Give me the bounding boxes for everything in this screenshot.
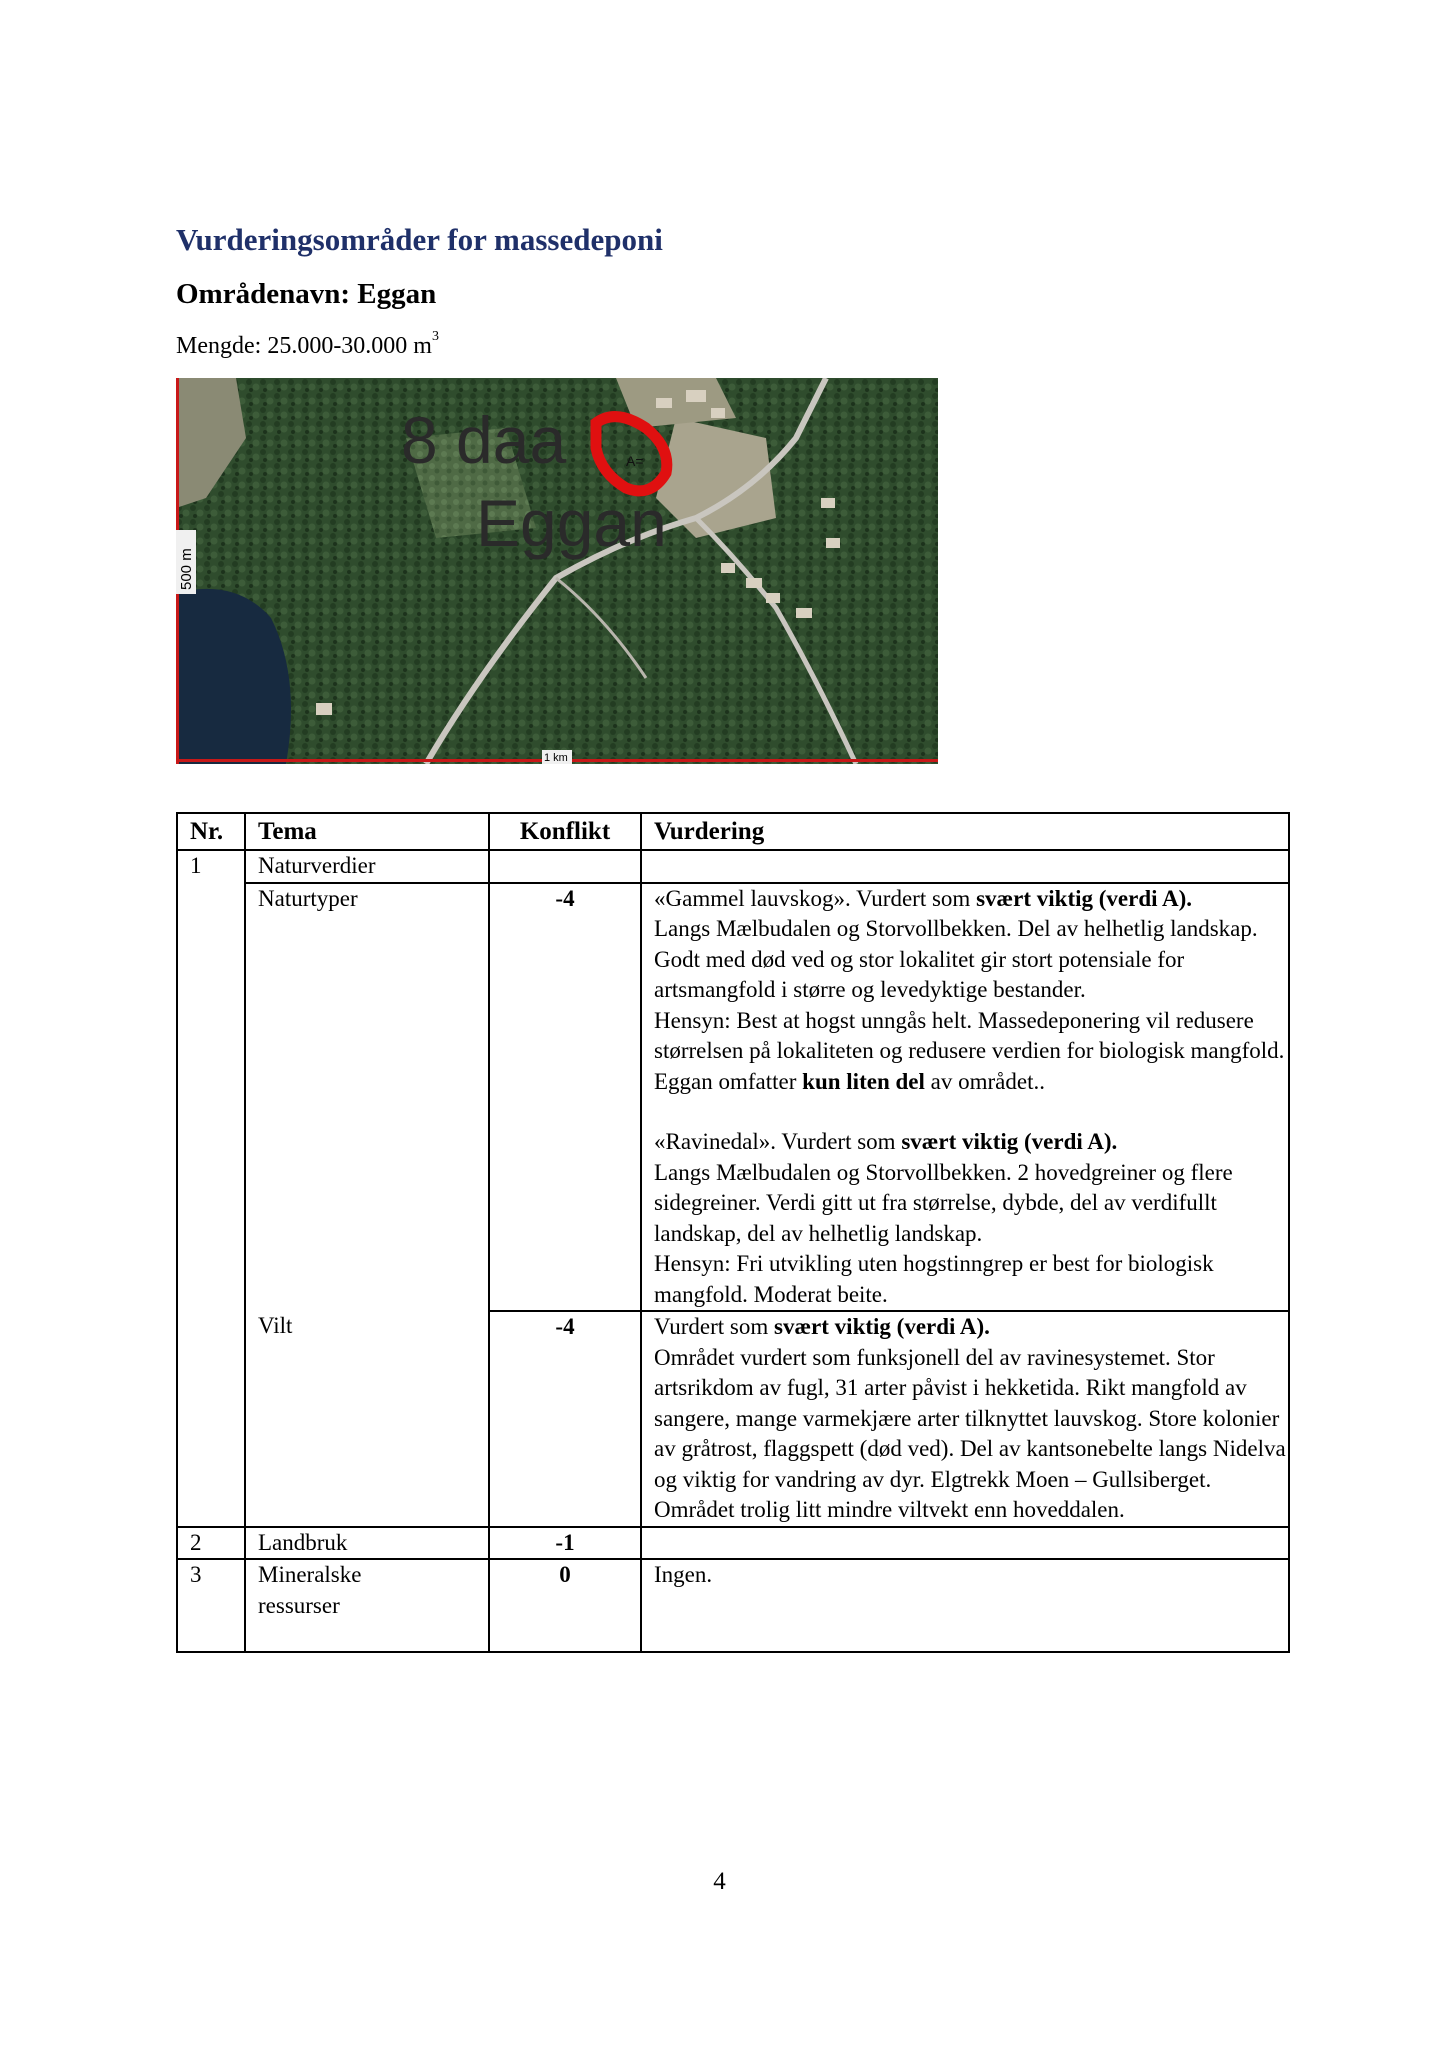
row-tema: Naturtyper xyxy=(245,883,489,1312)
row-vurdering: Vurdert som svært viktig (verdi A). Området vurdert som funksjonell del av ravinesystemet. Stor artsrikdom av fugl, 31 arter påvist i hekketida. Rikt mangfold av sangere, mange varmekjære arter tilknyttet lauvskog. Store kolonier av gråtrost, flaggspett (død ved). Del av kantsonebelte langs Nidelva og viktig for vandring av dyr. Elgtrekk Moen – Gullsiberget. Området trolig litt mindre viltvekt enn hoveddalen. xyxy=(641,1311,1289,1527)
table-row xyxy=(177,1527,1289,1560)
row-vurdering: «Gammel lauvskog». Vurdert som svært viktig (verdi A). Langs Mælbudalen og Storvollbekken. Del av helhetlig landskap. Godt med død ved og stor lokalitet gir stort potensiale for artsmangfold i større og levedyktige bestander. Hensyn: Best at hogst unngås helt. Massedeponering vil redusere størrelsen på lokaliteten og redusere verdien for biologisk mangfold. Eggan omfatter kun liten del av området.. «Ravinedal». Vurdert som svært viktig (verdi A). Langs Mælbudalen og Storvollbekken. 2 hovedgreiner og flere sidegreiner. Verdi gitt ut fra størrelse, dybde, del av verdifullt landskap, del av helhetlig landskap. Hensyn: Fri utvikling uten hogstinngrep er best for biologisk mangfold. Moderat beite. xyxy=(641,883,1289,1312)
table-row xyxy=(177,850,1289,883)
amount-label: Mengde: 25.000-30.000 m xyxy=(176,333,432,359)
row-tema: Mineralske ressurser xyxy=(245,1559,489,1652)
row-nr: 2 xyxy=(177,1527,245,1560)
table-row xyxy=(177,1311,1289,1527)
row-konflikt: -4 xyxy=(489,883,641,1312)
page-number: 4 xyxy=(713,1868,726,1895)
assessment-table xyxy=(176,812,1290,1653)
row-konflikt: -1 xyxy=(489,1527,641,1560)
row-konflikt: 0 xyxy=(489,1559,641,1652)
amount-exponent: 3 xyxy=(431,329,439,344)
header-vurdering: Vurdering xyxy=(641,813,1289,850)
aerial-map xyxy=(176,378,938,764)
map-label-size: 8 daa xyxy=(401,403,567,477)
amount xyxy=(176,329,439,360)
header-konflikt: Konflikt xyxy=(489,813,641,850)
row-konflikt: -4 xyxy=(489,1311,641,1527)
row-tema: Naturverdier xyxy=(245,850,489,883)
row-tema: Landbruk xyxy=(245,1527,489,1560)
table-header-row xyxy=(177,813,1289,850)
header-tema: Tema xyxy=(245,813,489,850)
section-heading: Vurderingsområder for massedeponi xyxy=(176,222,663,257)
table-row xyxy=(177,883,1289,1312)
map-marker-text: A= xyxy=(626,453,644,469)
map-scale-vertical: 500 m xyxy=(178,548,195,590)
row-nr: 1 xyxy=(177,850,245,1527)
map-scale-horizontal: 1 km xyxy=(544,752,568,764)
row-vurdering: Ingen. xyxy=(641,1559,1289,1652)
table-row xyxy=(177,1559,1289,1652)
row-tema: Vilt xyxy=(245,1311,489,1527)
area-name: Områdenavn: Eggan xyxy=(176,278,437,310)
header-nr: Nr. xyxy=(177,813,245,850)
row-nr: 3 xyxy=(177,1559,245,1652)
map-label-name: Eggan xyxy=(476,486,667,560)
